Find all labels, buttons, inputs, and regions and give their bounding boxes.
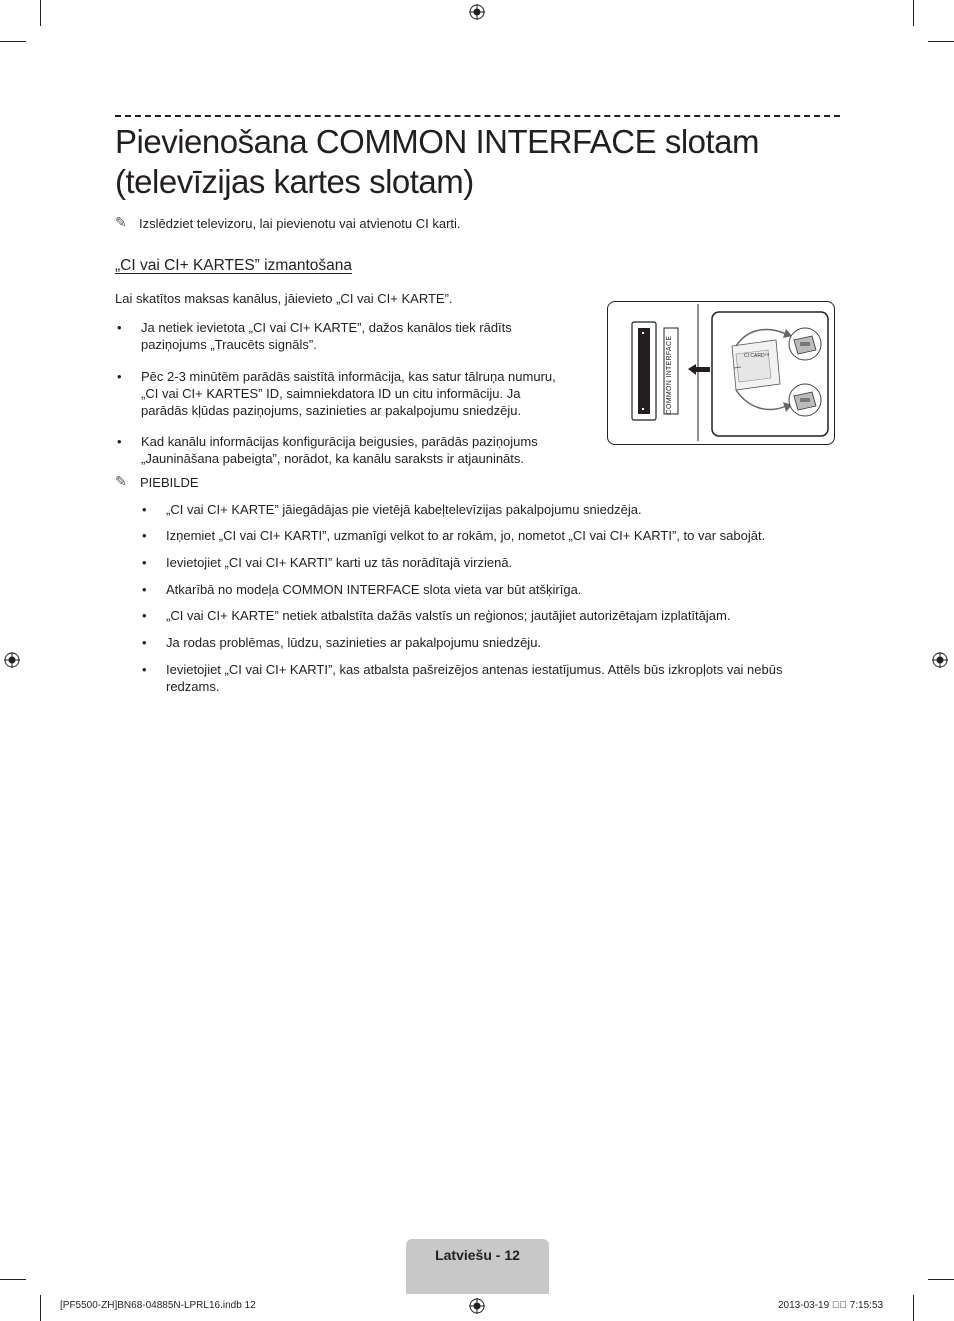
list-item-line: parādās kļūdas paziņojums, sazinieties ar pakalpojumu sniedzēju. xyxy=(141,403,522,418)
list-item-line: paziņojums „Traucēts signāls”. xyxy=(141,337,317,352)
section-lead: Lai skatītos maksas kanālus, jāievieto „CI vai CI+ KARTE”. xyxy=(115,291,453,306)
list-item-text: Izņemiet „CI vai CI+ KARTI”, uzmanīgi velkot to ar rokām, jo, nometot „CI vai CI+ KARTI”, to var sabojāt. xyxy=(166,528,766,543)
list-item xyxy=(142,661,842,697)
list-item xyxy=(142,527,842,545)
page-title-line-2: (televīzijas kartes slotam) xyxy=(115,163,474,200)
list-item-text: Ievietojiet „CI vai CI+ KARTI” karti uz tās norādītajā virzienā. xyxy=(166,555,513,570)
list-item xyxy=(142,607,842,625)
bullet-marker: • xyxy=(142,582,147,597)
list-item xyxy=(142,554,842,572)
crop-mark xyxy=(0,1279,26,1280)
list-item-text: Ja rodas problēmas, lūdzu, sazinieties ar pakalpojumu sniedzēju. xyxy=(166,635,542,650)
list-item-line: redzams. xyxy=(166,679,220,694)
slot-label: COMMON INTERFACE xyxy=(666,335,673,415)
bullet-marker: • xyxy=(142,528,147,543)
print-slug-left: [PF5500-ZH]BN68-04885N-LPRL16.indb 12 xyxy=(60,1300,256,1311)
bullet-marker: • xyxy=(142,635,147,650)
pencil-icon: ✎ xyxy=(115,214,127,230)
crop-mark xyxy=(913,1295,914,1321)
page-title xyxy=(115,122,840,202)
note-label: PIEBILDE xyxy=(140,475,199,490)
crop-mark xyxy=(0,41,26,42)
crop-mark xyxy=(40,1295,41,1321)
crop-mark xyxy=(928,1279,954,1280)
list-item-text xyxy=(141,319,512,353)
list-item-line: Ja netiek ievietota „CI vai CI+ KARTE”, dažos kanālos tiek rādīts xyxy=(141,320,512,335)
list-item-text xyxy=(141,433,538,467)
registration-mark-icon xyxy=(469,1298,485,1314)
list-item-text: „CI vai CI+ KARTE” netiek atbalstīta dažās valstīs un reģionos; jautājiet autorizētajam izplatītājam. xyxy=(166,608,731,623)
bullet-marker: • xyxy=(117,434,122,449)
page-title-line-1: Pievienošana COMMON INTERFACE slotam xyxy=(115,123,760,160)
crop-mark xyxy=(913,0,914,26)
list-item xyxy=(142,581,842,599)
registration-mark-icon xyxy=(932,652,948,668)
print-slug-right: 2013-03-19 ￿￿ 7:15:53 xyxy=(778,1300,884,1311)
bullet-marker: • xyxy=(142,555,147,570)
list-item xyxy=(117,368,587,422)
list-item-line: Pēc 2-3 minūtēm parādās saistītā informācija, kas satur tālruņa numuru, xyxy=(141,369,556,384)
title-dashed-rule xyxy=(115,115,840,117)
list-item-line: Kad kanālu informācijas konfigurācija beigusies, parādās paziņojums xyxy=(141,434,538,449)
page-number-tab xyxy=(406,1239,549,1294)
list-item-text xyxy=(141,368,556,419)
bullet-marker: • xyxy=(142,608,147,623)
crop-mark xyxy=(40,0,41,26)
bullet-marker: • xyxy=(117,320,122,335)
registration-mark-icon xyxy=(4,652,20,668)
list-item-text: „CI vai CI+ KARTE” jāiegādājas pie vietējā kabeļtelevīzijas pakalpojumu sniedzēja. xyxy=(166,502,642,517)
list-item xyxy=(117,319,587,355)
ci-card-illustration xyxy=(607,301,835,445)
pencil-icon: ✎ xyxy=(115,473,127,489)
bullet-marker: • xyxy=(142,662,147,677)
page-number-label: Latviešu - 12 xyxy=(435,1247,520,1263)
intro-note: Izslēdziet televizoru, lai pievienotu vai atvienotu CI karti. xyxy=(139,216,461,231)
list-item-text xyxy=(166,661,836,695)
bullet-marker: • xyxy=(142,502,147,517)
section-heading: „CI vai CI+ KARTES” izmantošana xyxy=(115,257,353,274)
list-item xyxy=(142,634,842,652)
list-item xyxy=(117,433,587,469)
list-item-line: „CI vai CI+ KARTES” ID, saimniekdatora ID un citu informāciju. Ja xyxy=(141,386,521,401)
registration-mark-icon xyxy=(469,4,485,20)
bullet-marker: • xyxy=(117,369,122,384)
list-item xyxy=(142,501,842,519)
ci-card-label: CI CARD™ xyxy=(744,353,770,359)
list-item-line: Ievietojiet „CI vai CI+ KARTI”, kas atbalsta pašreizējos antenas iestatījumus. Attēls būs izkropļots vai nebūs xyxy=(166,662,783,677)
list-item-line: „Jaunināšana pabeigta”, norādot, ka kanālu saraksts ir atjaunināts. xyxy=(141,451,525,466)
list-item-text: Atkarībā no modeļa COMMON INTERFACE slota vieta var būt atšķirīga. xyxy=(166,582,582,597)
crop-mark xyxy=(928,41,954,42)
ci-card-diagram xyxy=(608,302,833,443)
